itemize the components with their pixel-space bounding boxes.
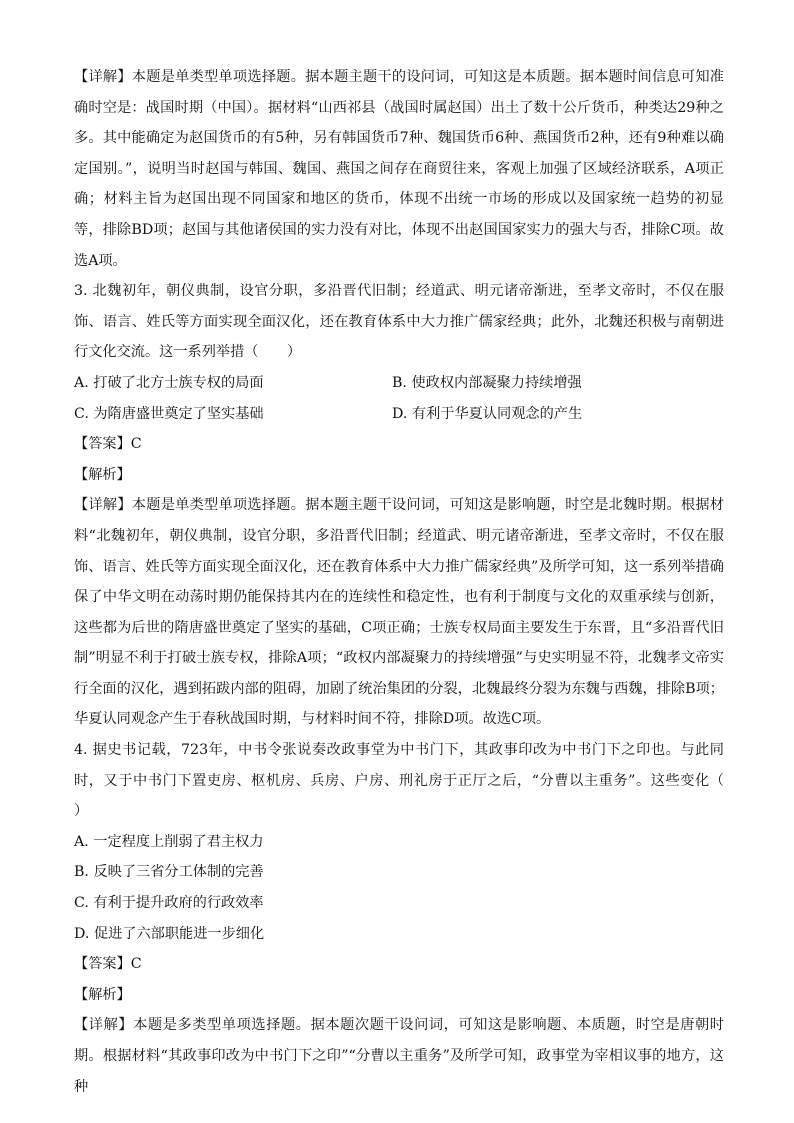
question-3-option-a: A. 打破了北方士族专权的局面: [74, 374, 264, 391]
question-3-options: [74, 368, 724, 429]
question-4-answer: 【答案】C: [74, 956, 142, 973]
question-3-detail: 【详解】本题是单类型单项选择题。据本题主题干设问词，可知这是影响题，时空是北魏时期。根据材料“北魏初年，朝仪典制，设官分职，多沿晋代旧制；经道武、明元诸帝渐进，至孝文帝时，不仅在服饰、语言、姓氏等方面实现全面汉化，还在教育体系中大力推广儒家经典”及所学可知，这一系列举措确保了中华文明在动荡时期仍能保持其内在的连续性和稳定性，也有利于制度与文化的双重承续与创新，这些都为后世的隋唐盛世奠定了坚实的基础，C项正确；士族专权局面主要发生于东晋，且“多沿晋代旧制”明显不利于打破士族专权，排除A项；“政权内部凝聚力的持续增强”与史实明显不符，北魏孝文帝实行全面的汉化，遇到拓跋内部的阻碍，加剧了统治集团的分裂，北魏最终分裂为东魏与西魏，排除B项；华夏认同观念产生于春秋战国时期，与材料时间不符，排除D项。故选C项。: [74, 497, 724, 728]
question-4-option-c: C. 有利于提升政府的行政效率: [74, 895, 264, 912]
block1-detail: 【详解】本题是单类型单项选择题。据本题主题干的设问词，可知这是本质题。据本题时间信息可知准确时空是：战国时期（中国）。据材料“山西祁县（战国时属赵国）出土了数十公斤货币，种类达29种之多。其中能确定为赵国货币的有5种，另有韩国货币7种、魏国货币6种、燕国货币2种，还有9种难以确定国别。”，说明当时赵国与韩国、魏国、燕国之间存在商贸往来，客观上加强了区域经济联系，A项正确；材料主旨为赵国出现不同国家和地区的货币，体现不出统一市场的形成以及国家统一趋势的初显等，排除BD项；赵国与其他诸侯国的实力没有对比，体现不出赵国国家实力的强大与否，排除C项。故选A项。: [74, 69, 724, 269]
question-3-answer: 【答案】C: [74, 436, 142, 453]
question-3-option-c: C. 为隋唐盛世奠定了坚实基础: [74, 405, 264, 422]
question-4-option-b: B. 反映了三省分工体制的完善: [74, 864, 264, 881]
question-4-stem: 4. 据史书记载，723年，中书令张说奏改政事堂为中书门下，其政事印改为中书门下之印也。与此同时，又于中书门下置吏房、枢机房、兵房、户房、刑礼房于正厅之后，“分曹以主重务”。这些变化（ ）: [74, 742, 753, 820]
question-4-option-a: A. 一定程度上削弱了君主权力: [74, 833, 264, 850]
question-4-option-d: D. 促进了六部职能进一步细化: [74, 925, 265, 942]
question-3-option-b: B. 使政权内部凝聚力持续增强: [392, 374, 582, 391]
question-4-detail: 【详解】本题是多类型单项选择题。据本题次题干设问词，可知这是影响题、本质题，时空是唐朝时期。根据材料“其政事印改为中书门下之印”“分曹以主重务”及所学可知，政事堂为宰相议事的地方，这种: [74, 1017, 724, 1095]
question-3-stem: 3. 北魏初年，朝仪典制，设官分职，多沿晋代旧制；经道武、明元诸帝渐进，至孝文帝时，不仅在服饰、语言、姓氏等方面实现全面汉化，还在教育体系中大力推广儒家经典；此外，北魏还积极与南朝进行文化交流。这一系列举措（ ）: [74, 283, 724, 361]
question-3-option-d: D. 有利于华夏认同观念的产生: [392, 405, 583, 422]
question-4-analysis-label: 【解析】: [74, 986, 131, 1003]
question-3-analysis-label: 【解析】: [74, 466, 131, 483]
